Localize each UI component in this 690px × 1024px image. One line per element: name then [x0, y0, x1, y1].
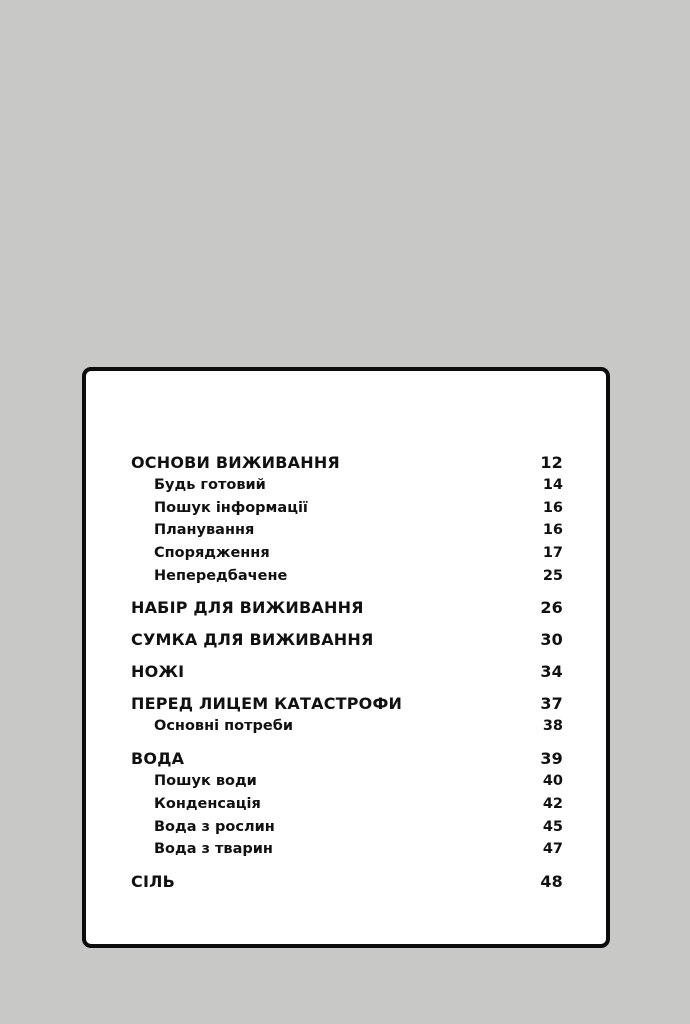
toc-entry-page: 16 [542, 499, 563, 516]
toc-entry-title: Непередбачене [154, 567, 288, 584]
toc-entry-chapter [131, 451, 563, 474]
toc-entry-section [131, 816, 563, 839]
toc-entry-section [131, 565, 563, 588]
toc-entry-section [131, 519, 563, 542]
toc-entry-chapter [131, 870, 563, 893]
toc-entry-section [131, 497, 563, 520]
toc-entry-section [131, 715, 563, 738]
toc-entry-title: НАБІР ДЛЯ ВИЖИВАННЯ [131, 598, 364, 618]
toc-entry-chapter [131, 628, 563, 651]
toc-entry-title: ПЕРЕД ЛИЦЕМ КАТАСТРОФИ [131, 694, 403, 714]
toc-entry-page: 34 [540, 662, 563, 682]
toc-entry-title: Спорядження [154, 545, 270, 562]
toc-entry-section [131, 838, 563, 861]
toc-entry-page: 16 [542, 522, 563, 539]
toc-entry-title: ОСНОВИ ВИЖИВАННЯ [131, 453, 340, 472]
toc-entry-title: ВОДА [131, 749, 185, 769]
toc-entry-page: 14 [542, 477, 563, 493]
toc-entry-page: 38 [542, 718, 563, 735]
toc-entry-page: 42 [542, 795, 563, 812]
table-of-contents-card [82, 367, 610, 948]
toc-entry-title: Будь готовий [154, 477, 266, 493]
toc-entry-page: 37 [540, 694, 563, 714]
toc-entry-page: 40 [542, 773, 563, 790]
toc-entry-page: 30 [540, 630, 563, 650]
toc-entry-title: Вода з рослин [154, 818, 275, 835]
toc-entry-section [131, 542, 563, 565]
toc-entry-page: 17 [542, 545, 563, 562]
toc-entry-title: Основні потреби [154, 718, 293, 735]
toc-entry-title: НОЖІ [131, 662, 185, 682]
toc-entry-page: 25 [542, 567, 563, 584]
toc-entry-title: Вода з тварин [154, 841, 273, 858]
toc-entry-page: 47 [542, 841, 563, 858]
toc-entry-chapter [131, 692, 563, 715]
toc-entry-section [131, 793, 563, 816]
toc-list [131, 451, 563, 893]
toc-entry-title: СУМКА ДЛЯ ВИЖИВАННЯ [131, 630, 374, 650]
toc-entry-page: 48 [540, 871, 563, 891]
toc-entry-title: Пошук води [154, 773, 257, 790]
toc-entry-title: Пошук інформації [154, 499, 308, 516]
toc-entry-section [131, 474, 563, 497]
toc-entry-title: Конденсація [154, 795, 261, 812]
toc-entry-page: 39 [540, 749, 563, 769]
toc-entry-page: 12 [540, 453, 563, 472]
toc-entry-page: 26 [540, 598, 563, 618]
toc-entry-title: Планування [154, 522, 255, 539]
toc-entry-chapter [131, 660, 563, 683]
toc-entry-chapter [131, 596, 563, 619]
toc-entry-page: 45 [542, 818, 563, 835]
toc-entry-chapter [131, 747, 563, 770]
toc-entry-title: СІЛЬ [131, 871, 175, 891]
toc-entry-section [131, 770, 563, 793]
